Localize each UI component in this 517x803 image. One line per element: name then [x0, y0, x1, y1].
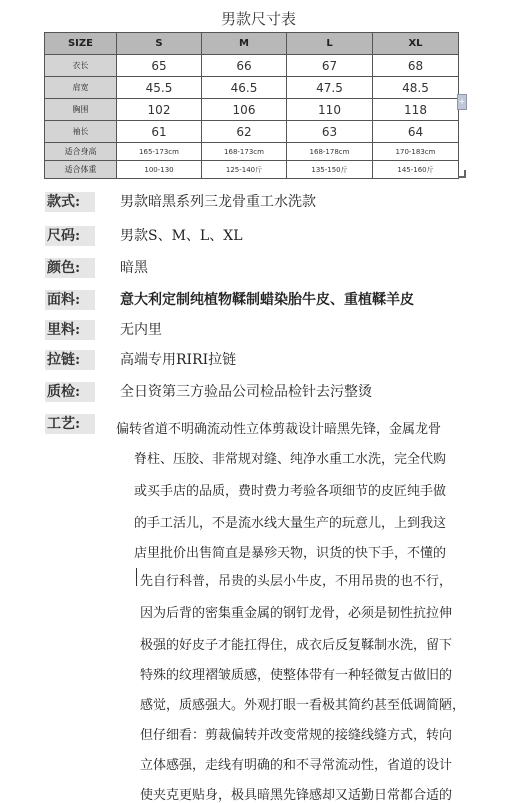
table-cell: 118 — [373, 99, 459, 121]
craft-line: 的手工活儿，不是流水线大量生产的玩意儿，上到我这 — [134, 516, 447, 531]
row-label: 袖长 — [45, 121, 117, 143]
table-row — [45, 143, 459, 161]
craft-line: 因为后背的密集重金属的钢钉龙骨，必须是韧性抗拉伸 — [140, 606, 453, 621]
table-cell: 67 — [287, 55, 373, 77]
craft-line: 感觉，质感强大。外观打眼一看极其简约甚至低调简陋， — [140, 698, 466, 713]
craft-line: 或买手店的品质，费时费力考验各项细节的皮匠纯手做 — [134, 484, 447, 499]
table-cell: 46.5 — [202, 77, 287, 99]
table-row — [45, 121, 459, 143]
table-cell: 48.5 — [373, 77, 459, 99]
table-row — [45, 161, 459, 179]
table-cell: 62 — [202, 121, 287, 143]
table-cell: 61 — [117, 121, 202, 143]
row-label: 适合身高 — [45, 143, 117, 161]
spec-label: 工艺: — [45, 414, 95, 434]
header-l: L — [287, 33, 373, 55]
spec-label: 尺码: — [45, 226, 95, 246]
row-label: 肩宽 — [45, 77, 117, 99]
table-cell: 135-150斤 — [287, 161, 373, 179]
craft-line: 偏转省道不明确流动性立体剪裁设计暗黑先锋，金属龙骨 — [116, 422, 442, 437]
spec-row-lining — [0, 318, 517, 342]
header-s: S — [117, 33, 202, 55]
text-cursor — [136, 568, 137, 586]
header-m: M — [202, 33, 287, 55]
table-cell: 47.5 — [287, 77, 373, 99]
size-table — [44, 32, 459, 179]
craft-line: 但仔细看：剪裁偏转并改变常规的接缝线缝方式，转向 — [140, 728, 453, 743]
spec-label: 颜色: — [45, 258, 95, 278]
table-cell: 145-160斤 — [373, 161, 459, 179]
spec-row-zipper — [0, 348, 517, 372]
spec-value: 暗黑 — [120, 260, 148, 276]
table-cell: 63 — [287, 121, 373, 143]
spec-row-style — [0, 190, 517, 214]
table-cell: 65 — [117, 55, 202, 77]
table-cell: 165-173cm — [117, 143, 202, 161]
spec-row-color — [0, 256, 517, 280]
spec-value: 高端专用RIRI拉链 — [120, 352, 237, 368]
spec-row-qc — [0, 380, 517, 404]
size-table-header-row — [45, 33, 459, 55]
table-cell: 102 — [117, 99, 202, 121]
spec-label: 面料: — [45, 290, 95, 310]
spec-value: 无内里 — [120, 322, 162, 338]
table-cell: 45.5 — [117, 77, 202, 99]
spec-label: 质检: — [45, 382, 95, 402]
craft-line: 先自行科普，吊贵的头层小牛皮，不用吊贵的也不行， — [140, 574, 453, 589]
table-cell: 110 — [287, 99, 373, 121]
table-row — [45, 99, 459, 121]
header-size: SIZE — [45, 33, 117, 55]
spec-value: 意大利定制纯植物鞣制蜡染胎牛皮、重植鞣羊皮 — [120, 292, 414, 308]
table-cell: 100-130 — [117, 161, 202, 179]
spec-value: 男款暗黑系列三龙骨重工水洗款 — [120, 194, 316, 210]
table-cell: 168-178cm — [287, 143, 373, 161]
spec-label: 拉链: — [45, 350, 95, 370]
craft-line: 使夹克更贴身，极具暗黑先锋感却又适勤日常都合适的 — [140, 788, 453, 803]
table-cell: 168-173cm — [202, 143, 287, 161]
table-cell: 68 — [373, 55, 459, 77]
spec-label: 里料: — [45, 320, 95, 340]
table-cell: 125-140斤 — [202, 161, 287, 179]
table-row — [45, 77, 459, 99]
spec-label: 款式: — [45, 192, 95, 212]
spec-value: 男款S、M、L、XL — [120, 228, 243, 244]
spec-row-size — [0, 224, 517, 248]
craft-line: 特殊的纹理褶皱质感，使整体带有一种轻微复古做旧的 — [140, 668, 453, 683]
table-cell: 106 — [202, 99, 287, 121]
table-resize-handle[interactable]: + — [457, 94, 467, 110]
craft-line: 店里批价出售简直是暴殄天物，识货的快下手，不懂的 — [134, 546, 447, 561]
row-label: 衣长 — [45, 55, 117, 77]
spec-row-fabric — [0, 288, 517, 312]
table-row — [45, 55, 459, 77]
spec-value: 全日资第三方验品公司检品检针去污整烫 — [120, 384, 372, 400]
table-cell: 170-183cm — [373, 143, 459, 161]
page-title: 男款尺寸表 — [220, 10, 296, 28]
table-cell: 66 — [202, 55, 287, 77]
header-xl: XL — [373, 33, 459, 55]
table-corner-handle[interactable] — [458, 170, 466, 178]
row-label: 胸围 — [45, 99, 117, 121]
row-label: 适合体重 — [45, 161, 117, 179]
table-cell: 64 — [373, 121, 459, 143]
craft-line: 脊柱、压胶、非常规对缝、纯净水重工水洗，完全代购 — [134, 452, 447, 467]
craft-line: 极强的好皮子才能扛得住，成衣后反复鞣制水洗，留下 — [140, 638, 453, 653]
craft-line: 立体感强，走线有明确的和不寻常流动性，省道的设计 — [140, 758, 453, 773]
